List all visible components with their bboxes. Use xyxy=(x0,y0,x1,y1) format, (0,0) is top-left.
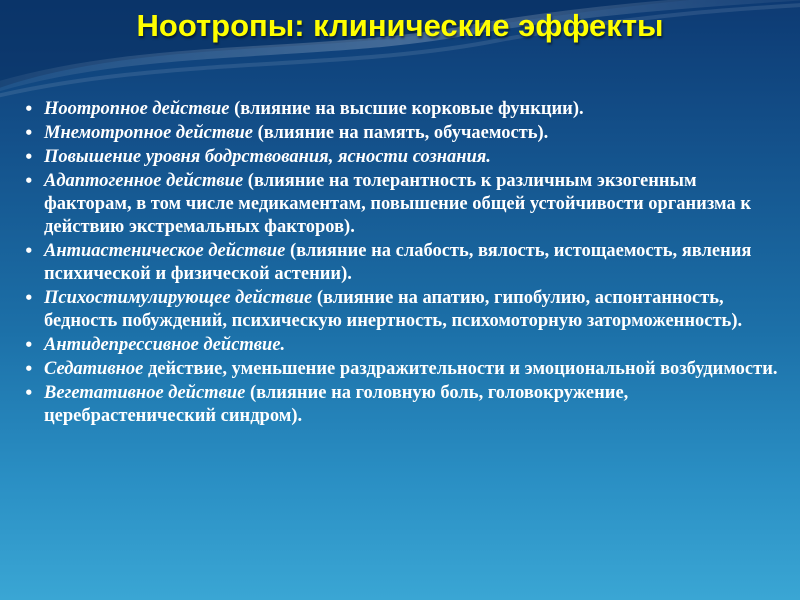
bullet-list xyxy=(24,98,784,429)
bullet-term: Ноотропное действие xyxy=(44,99,230,119)
bullet-text: действие, уменьшение раздражительности и эмоциональной возбудимости. xyxy=(143,359,778,379)
bullet-term: Психостимулирующее действие xyxy=(44,288,313,308)
bullet-icon: • xyxy=(24,148,34,166)
bullet-icon: • xyxy=(24,124,34,142)
bullet-item xyxy=(24,334,784,357)
bullet-text: (влияние на толерантность к различным экзогенным факторам, в том числе медикаментам, повышение общей устойчивости организма к действию экстремальных факторов). xyxy=(44,171,752,237)
bullet-icon: • xyxy=(24,289,34,307)
bullet-term: Вегетативное действие xyxy=(44,383,246,403)
bullet-text: (влияние на апатию, гипобулию, аспонтанность, бедность побуждений, психическую инертность, психомоторную заторможенность). xyxy=(44,288,743,331)
bullet-icon: • xyxy=(24,172,34,190)
bullet-item xyxy=(24,287,784,333)
slide-title: Ноотропы: клинические эффекты xyxy=(136,8,664,43)
bullet-text: (влияние на высшие корковые функции). xyxy=(229,99,584,119)
bullet-icon: • xyxy=(24,242,34,260)
bullet-item xyxy=(24,122,784,145)
bullet-term: Седативное xyxy=(44,359,144,379)
bullet-item xyxy=(24,358,784,381)
bullet-text: (влияние на головную боль, головокружение, церебрастенический синдром). xyxy=(44,383,629,426)
bullet-text: (влияние на память, обучаемость). xyxy=(252,123,549,143)
bullet-item xyxy=(24,240,784,286)
bullet-item xyxy=(24,382,784,428)
bullet-icon: • xyxy=(24,100,34,118)
bullet-term: Антиастеническое действие xyxy=(44,241,286,261)
bullet-term: Антидепрессивное действие. xyxy=(44,335,286,355)
bullet-icon: • xyxy=(24,384,34,402)
bullet-term: Мнемотропное действие xyxy=(44,123,253,143)
bullet-icon: • xyxy=(24,336,34,354)
bullet-term: Повышение уровня бодрствования, ясности сознания. xyxy=(44,147,491,167)
bullet-term: Адаптогенное действие xyxy=(44,171,244,191)
bullet-icon: • xyxy=(24,360,34,378)
bullet-text: (влияние на слабость, вялость, истощаемость, явления психической и физической астении). xyxy=(44,241,752,284)
bullet-item xyxy=(24,98,784,121)
bullet-item xyxy=(24,146,784,169)
bullet-item xyxy=(24,170,784,239)
